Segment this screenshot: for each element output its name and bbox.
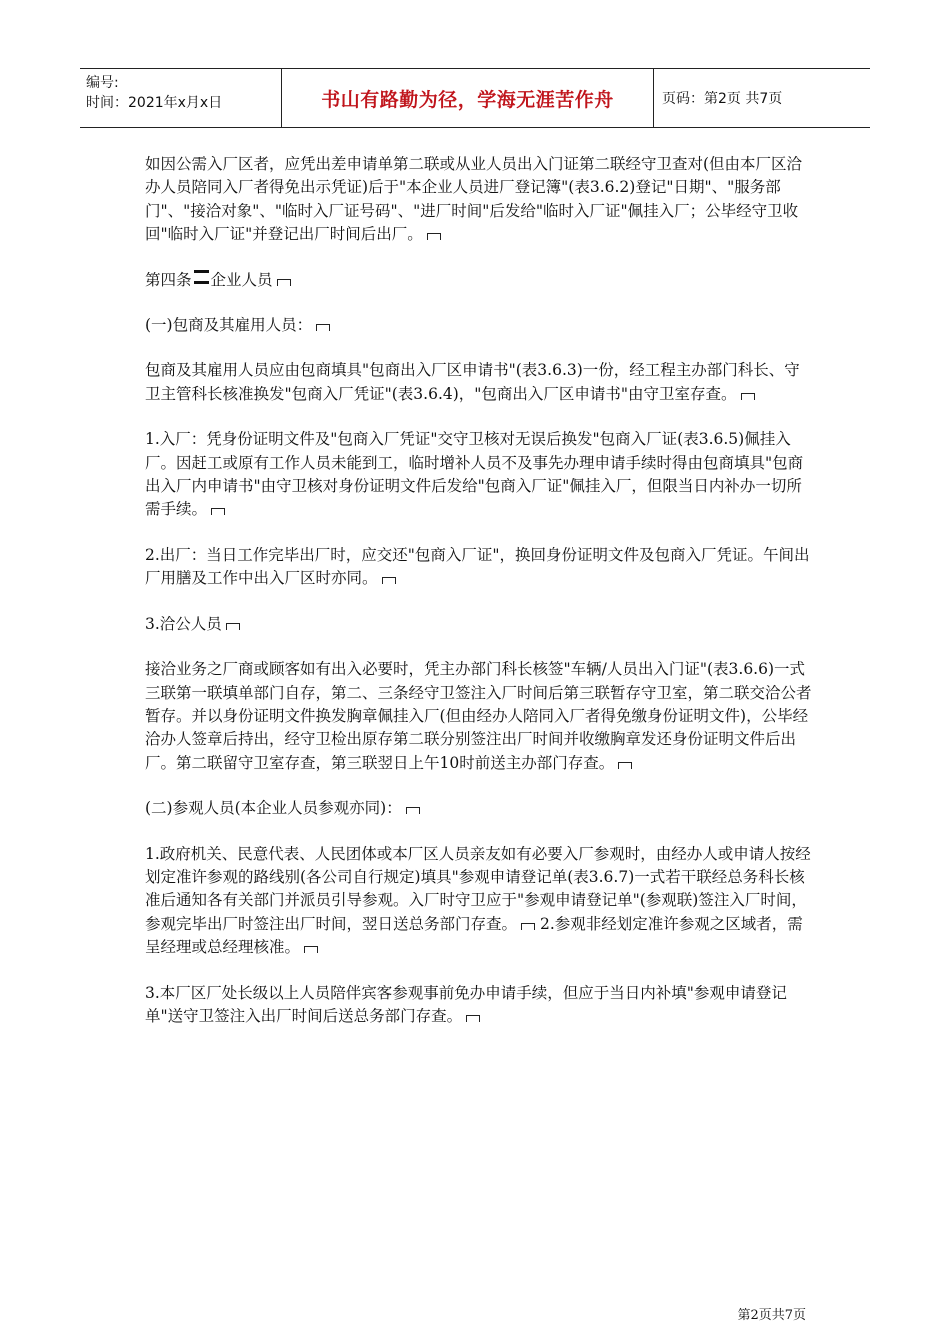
article-heading: 第四条 企业人员 <box>145 269 813 292</box>
paragraph: 接洽业务之厂商或顾客如有出入必要时，凭主办部门科长核签"车辆/人员出入门证"(表3.6.6)一式三联第一联填单部门自存，第二、三条经守卫签注入厂时间后第三联暂存守卫室，第二联交洽公者暂存。并以身份证明文件换发胸章佩挂入厂(但由经办人陪同入厂者得免缴身份证明文件)，公毕经洽办人签章后持出，经守卫检出原存第二联分别签注出厂时间并收缴胸章发还身份证明文件后出厂。第二联留守卫室存查，第三联翌日上午10时前送主办部门存查。 <box>145 660 812 772</box>
paragraph: 1.政府机关、民意代表、人民团体或本厂区人员亲友如有必要入厂参观时，由经办人或申请人按经划定准许参观的路线别(各公司自行规定)填具"参观申请登记单(表3.6.7)一式若干联经总务科长核准后通知各有关部门并派员引导参观。入厂时守卫应于"参观申请登记单"(参观联)签注入厂时间，参观完毕出厂时签注出厂时间，翌日送总务部门存查。 2.参观非经划定准许参观之区域者，需呈经理或总经理核准。 <box>145 844 811 957</box>
paragraph: 3.本厂区厂处长级以上人员陪伴宾客参观事前免办申请手续，但应于当日内补填"参观申请登记单"送守卫签注入出厂时间后送总务部门存查。 <box>145 983 787 1025</box>
header-meta <box>80 69 282 127</box>
header-page-info: 页码：第2页 共7页 <box>662 91 783 107</box>
paragraph: 2.出厂：当日工作完毕出厂时，应交还"包商入厂证"，换回身份证明文件及包商入厂凭证。午间出厂用膳及工作中出入厂区时亦同。 <box>145 545 810 588</box>
paragraph-mark-icon <box>226 623 240 630</box>
section-heading: (一)包商及其雇用人员： <box>145 314 813 337</box>
paragraph-mark-icon <box>406 807 420 814</box>
section-heading: 3.洽公人员 <box>145 613 813 636</box>
document-number-label: 编号: <box>86 75 119 91</box>
section-heading: (二)参观人员(本企业人员参观亦同)： <box>145 797 813 820</box>
paragraph-mark-icon <box>211 508 225 515</box>
page-footer: 第2页共7页 <box>737 1308 806 1323</box>
paragraph-mark-icon <box>304 946 318 953</box>
paragraph-mark-icon <box>521 923 535 930</box>
paragraph-mark-icon <box>382 577 396 584</box>
paragraph: 包商及其雇用人员应由包商填具"包商出入厂区申请书"(表3.6.3)一份，经工程主办部门科长、守卫主管科长核准换发"包商入厂凭证"(表3.6.4)，"包商出入厂区申请书"由守卫室存查。 <box>145 361 800 403</box>
paragraph-mark-icon <box>277 279 291 286</box>
page-header <box>80 68 870 128</box>
paragraph: 如因公需入厂区者，应凭出差申请单第二联或从业人员出入门证第二联经守卫查对(但由本厂区洽办人员陪同入厂者得免出示凭证)后于"本企业人员进厂登记簿"(表3.6.2)登记"日期"、"服务部门"、"接洽对象"、"临时入厂证号码"、"进厂时间"后发给"临时入厂证"佩挂入厂；公毕经守卫收回"临时入厂证"并登记出厂时间后出厂。 <box>145 155 803 244</box>
paragraph-mark-icon <box>618 762 632 769</box>
paragraph: 1.入厂：凭身份证明文件及"包商入厂凭证"交守卫核对无误后换发"包商入厂证(表3.6.5)佩挂入厂。因赶工或原有工作人员未能到工，临时增补人员不及事先办理申请手续时得由包商填具"包商出入厂内申请书"由守卫核对身份证明文件后发给"包商入厂证"佩挂入厂，但限当日内补办一切所需手续。 <box>145 430 804 519</box>
paragraph-mark-icon <box>466 1015 480 1022</box>
paragraph-mark-icon <box>316 324 330 331</box>
header-motto: 书山有路勤为径，学海无涯苦作舟 <box>282 69 654 127</box>
separator-icon <box>194 270 209 284</box>
paragraph-mark-icon <box>427 233 441 240</box>
document-body <box>145 153 813 1050</box>
paragraph-mark-icon <box>741 393 755 400</box>
document-date: 时间：2021年x月x日 <box>86 95 223 111</box>
